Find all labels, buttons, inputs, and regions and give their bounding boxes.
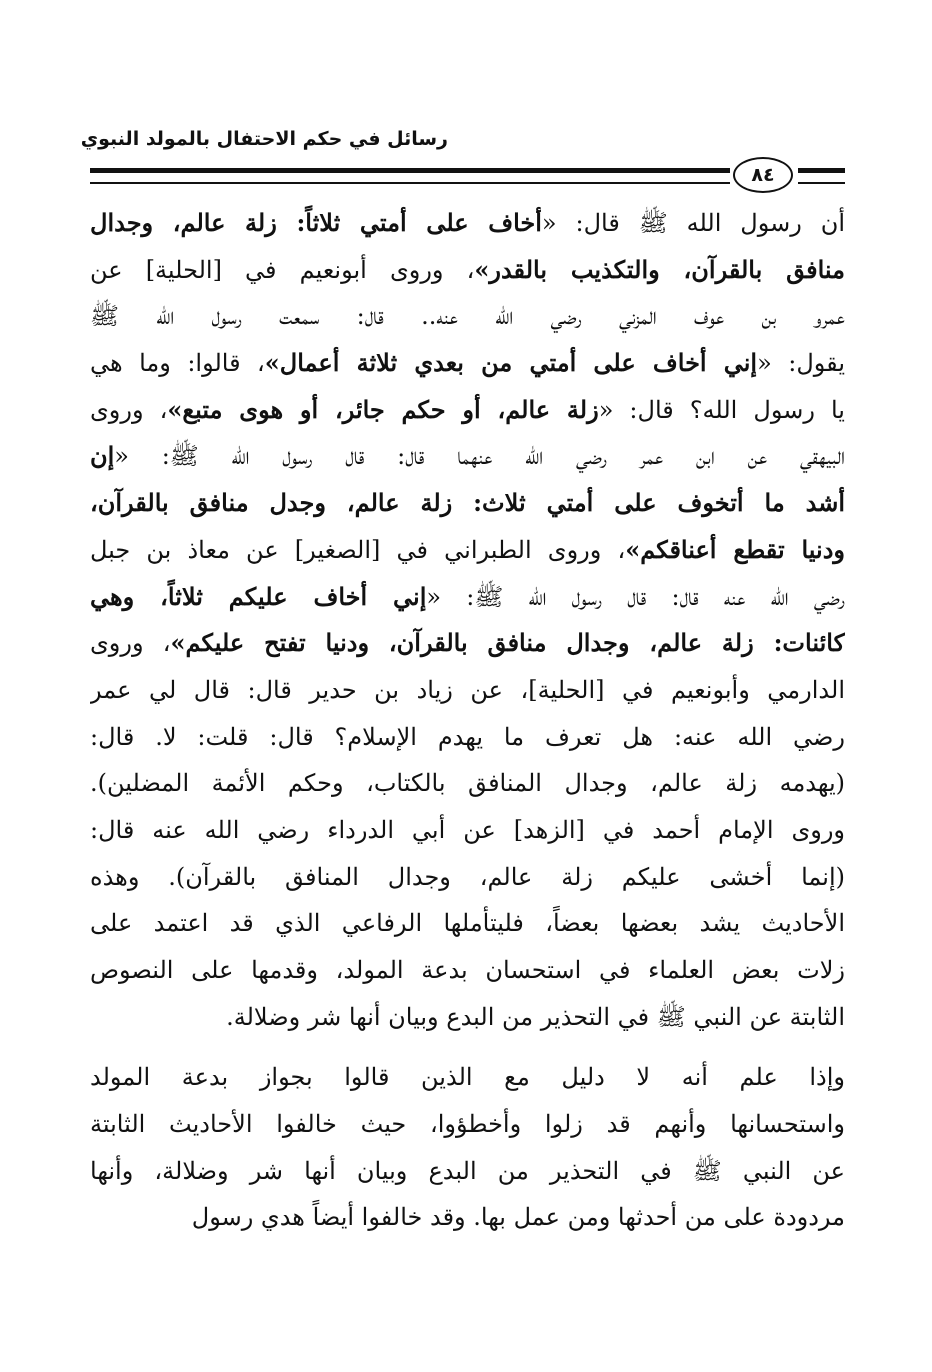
- text-line: [90, 760, 845, 807]
- hadith-quote-text: زلة عالم، أو حكم جائر، أو هوى متبع»: [167, 394, 599, 424]
- header-rule-left: [90, 168, 730, 184]
- text-line: [90, 1054, 845, 1101]
- text-line: [90, 387, 845, 434]
- line-text: (يهدمه زلة عالم، وجدال المنافق بالكتاب، وحكم الأئمة المضلين).: [90, 769, 845, 798]
- text-line: [90, 1148, 845, 1195]
- hadith-quote-text: إني أخاف على أمتي من بعدي ثلاثة أعمال»: [264, 348, 758, 378]
- text-line: [90, 994, 845, 1041]
- text-line: [90, 574, 845, 621]
- line-text: وإذا علم أنه لا دليل مع الذين قالوا بجواز بدعة المولد: [90, 1063, 845, 1092]
- hadith-quote-text: منافق بالقرآن، والتكذيب بالقدر»: [474, 254, 845, 284]
- text-line: [90, 480, 845, 527]
- hadith-quote-text: إني أخاف عليكم ثلاثاً، وهي: [90, 581, 427, 611]
- line-text: مردودة على من أحدثها ومن عمل بها. وقد خالفوا أيضاً هدي رسول: [191, 1203, 845, 1232]
- line-text: عمرو بن عوف المزني رضي الله عنه.. قال: سمعت رسول الله ﷺ: [90, 302, 845, 331]
- running-header-title: رسائل في حكم الاحتفال بالمولد النبوي: [80, 128, 448, 150]
- line-text: الثابتة عن النبي ﷺ في التحذير من البدع وبيان أنها شر وضلالة.: [226, 1002, 845, 1031]
- line-text: وروى الإمام أحمد في [الزهد] عن أبي الدرداء رضي الله عنه قال:: [90, 815, 845, 844]
- text-line: [90, 340, 845, 387]
- hadith-quote-text: أشد ما أتخوف على أمتي ثلاث: زلة عالم، وجدل منافق بالقرآن،: [90, 488, 845, 518]
- text-line: [90, 947, 845, 994]
- text-line: [90, 854, 845, 901]
- text-line: [90, 620, 845, 667]
- text-line: [90, 527, 845, 574]
- text-line: [90, 1194, 845, 1241]
- line-text: زلات بعض العلماء في استحسان بدعة المولد، وقدمها على النصوص: [90, 956, 845, 984]
- line-text: يقول: «: [757, 349, 845, 378]
- text-line: [90, 807, 845, 854]
- line-text: رضي الله عنه قال: قال رسول الله ﷺ: «: [426, 582, 845, 611]
- line-text: البيهقي عن ابن عمر رضي الله عنهما قال: قال رسول الله ﷺ: «: [114, 442, 845, 471]
- text-line: [90, 433, 845, 480]
- text-line: [90, 1101, 845, 1148]
- paragraph-2: [90, 1054, 845, 1241]
- line-text: ، وروى: [90, 395, 168, 424]
- line-text: رضي الله عنه: هل تعرف ما يهدم الإسلام؟ قال: قلت: لا. قال:: [90, 722, 845, 751]
- line-text: الأحاديث يشد بعضها بعضاً، فليتأملها الرفاعي الذي قد اعتمد على: [90, 909, 845, 938]
- line-text: واستحسانها وأنهم قد زلوا وأخطؤوا، حيث خالفوا الأحاديث الثابتة: [90, 1110, 845, 1139]
- body-text: [90, 200, 845, 1241]
- hadith-quote-text: ودنيا تقطع أعناقكم»: [625, 534, 845, 564]
- hadith-quote-text: كائنات: زلة عالم، وجدال منافق بالقرآن، ودنيا تفتح عليكم»: [170, 628, 845, 658]
- line-text: ، وروى الطبراني في [الصغير] عن معاذ بن جبل: [90, 535, 626, 564]
- text-line: [90, 247, 845, 294]
- text-line: [90, 667, 845, 714]
- hadith-quote-text: أخاف على أمتي ثلاثاً: زلة عالم، وجدال: [90, 208, 542, 237]
- hadith-quote-text: إن: [90, 441, 115, 471]
- line-text: (إنما أخشى عليكم زلة عالم، وجدال المنافق بالقرآن). وهذه: [90, 862, 845, 891]
- line-text: عن النبي ﷺ في التحذير من البدع وبيان أنها شر وضلالة، وأنها: [90, 1156, 845, 1185]
- line-text: يا رسول الله؟ قال: «: [598, 395, 845, 424]
- header-rule-right: [798, 168, 845, 184]
- paragraph-1: [90, 200, 845, 1040]
- line-text: ، وروى: [90, 629, 171, 658]
- text-line: [90, 714, 845, 761]
- line-text: ، قالوا: وما هي: [90, 349, 265, 378]
- line-text: الدارمي وأبونعيم في [الحلية]، عن زياد بن حدير قال: قال لي عمر: [90, 675, 845, 704]
- line-text: أن رسول الله ﷺ قال: «: [541, 209, 845, 237]
- page-number: ٨٤: [733, 157, 793, 193]
- line-text: ، وروى أبونعيم في [الحلية] عن: [90, 255, 475, 284]
- text-line: [90, 900, 845, 947]
- text-line: [90, 200, 845, 247]
- text-line: [90, 293, 845, 340]
